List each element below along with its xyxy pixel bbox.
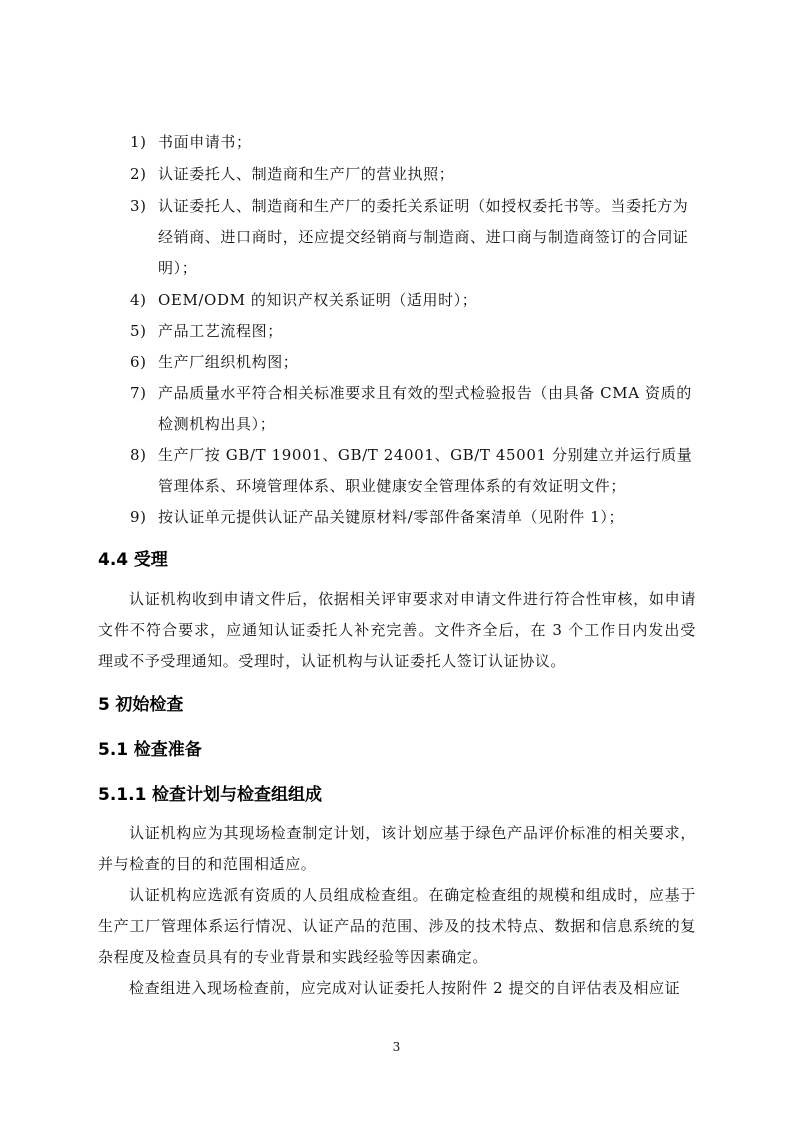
section-4-4-paragraph: 认证机构收到申请文件后，依据相关评审要求对申请文件进行符合性审核，如申请文件不符合要求，应通知认证委托人补充完善。文件齐全后，在 3 个工作日内发出受理或不予受理通知。受理时，认证机构与认证委托人签订认证协议。 — [98, 590, 696, 670]
list-item-7 — [130, 378, 700, 440]
list-number: 7) — [130, 384, 147, 402]
section-heading-5-1 — [98, 735, 202, 760]
list-number: 8) — [130, 446, 147, 464]
section-heading-5-1-1 — [98, 780, 322, 805]
list-item-8 — [130, 440, 700, 502]
page-number: 3 — [392, 1040, 401, 1054]
list-text: 按认证单元提供认证产品关键原材料/零部件备案清单（见附件 1）； — [158, 508, 625, 526]
list-number: 2) — [130, 165, 147, 183]
list-text: 产品工艺流程图； — [158, 322, 283, 340]
list-item-1 — [130, 127, 700, 158]
list-number: 4) — [130, 291, 147, 309]
list-number: 3) — [130, 197, 147, 215]
section-5-1-1-paragraph-2: 认证机构应选派有资质的人员组成检查组。在确定检查组的规模和组成时，应基于生产工厂管理体系运行情况、认证产品的范围、涉及的技术特点、数据和信息系统的复杂程度及检查员具有的专业背景和实践经验等因素确定。 — [98, 886, 696, 966]
list-item-6 — [130, 347, 700, 378]
list-number: 1) — [130, 133, 147, 151]
list-text: 认证委托人、制造商和生产厂的委托关系证明（如授权委托书等。当委托方为经销商、进口商时，还应提交经销商与制造商、进口商与制造商签订的合同证明）； — [158, 197, 689, 277]
list-text: 书面申请书； — [158, 133, 252, 151]
list-item-4 — [130, 285, 700, 316]
section-number: 5.1 — [98, 740, 129, 760]
list-text: 生产厂按 GB/T 19001、GB/T 24001、GB/T 45001 分别建立并运行质量管理体系、环境管理体系、职业健康安全管理体系的有效证明文件； — [158, 446, 693, 495]
section-number: 5.1.1 — [98, 785, 147, 805]
list-item-5 — [130, 316, 700, 347]
section-number: 4.4 — [98, 550, 129, 570]
section-title: 初始检查 — [115, 695, 184, 715]
list-number: 9) — [130, 508, 147, 526]
list-number: 6) — [130, 353, 147, 371]
list-text: 产品质量水平符合相关标准要求且有效的型式检验报告（由具备 CMA 资质的检测机构出具）； — [158, 384, 692, 433]
list-item-3 — [130, 191, 700, 284]
list-text: 认证委托人、制造商和生产厂的营业执照； — [158, 165, 455, 183]
list-text: 生产厂组织机构图； — [158, 353, 299, 371]
section-title: 检查准备 — [133, 740, 202, 760]
section-heading-5 — [98, 690, 183, 715]
list-item-9 — [130, 502, 700, 533]
section-heading-4-4 — [98, 545, 168, 570]
section-5-1-1-paragraph-1: 认证机构应为其现场检查制定计划，该计划应基于绿色产品评价标准的相关要求，并与检查的目的和范围相适应。 — [98, 824, 696, 873]
section-title: 检查计划与检查组组成 — [151, 785, 322, 805]
section-title: 受理 — [133, 550, 168, 570]
section-5-1-1-paragraph-3: 检查组进入现场检查前，应完成对认证委托人按附件 2 提交的自评估表及相应证 — [129, 979, 681, 997]
section-number: 5 — [98, 695, 110, 715]
list-text: OEM/ODM 的知识产权关系证明（适用时）； — [158, 291, 478, 309]
list-number: 5) — [130, 322, 147, 340]
list-item-2 — [130, 159, 700, 190]
